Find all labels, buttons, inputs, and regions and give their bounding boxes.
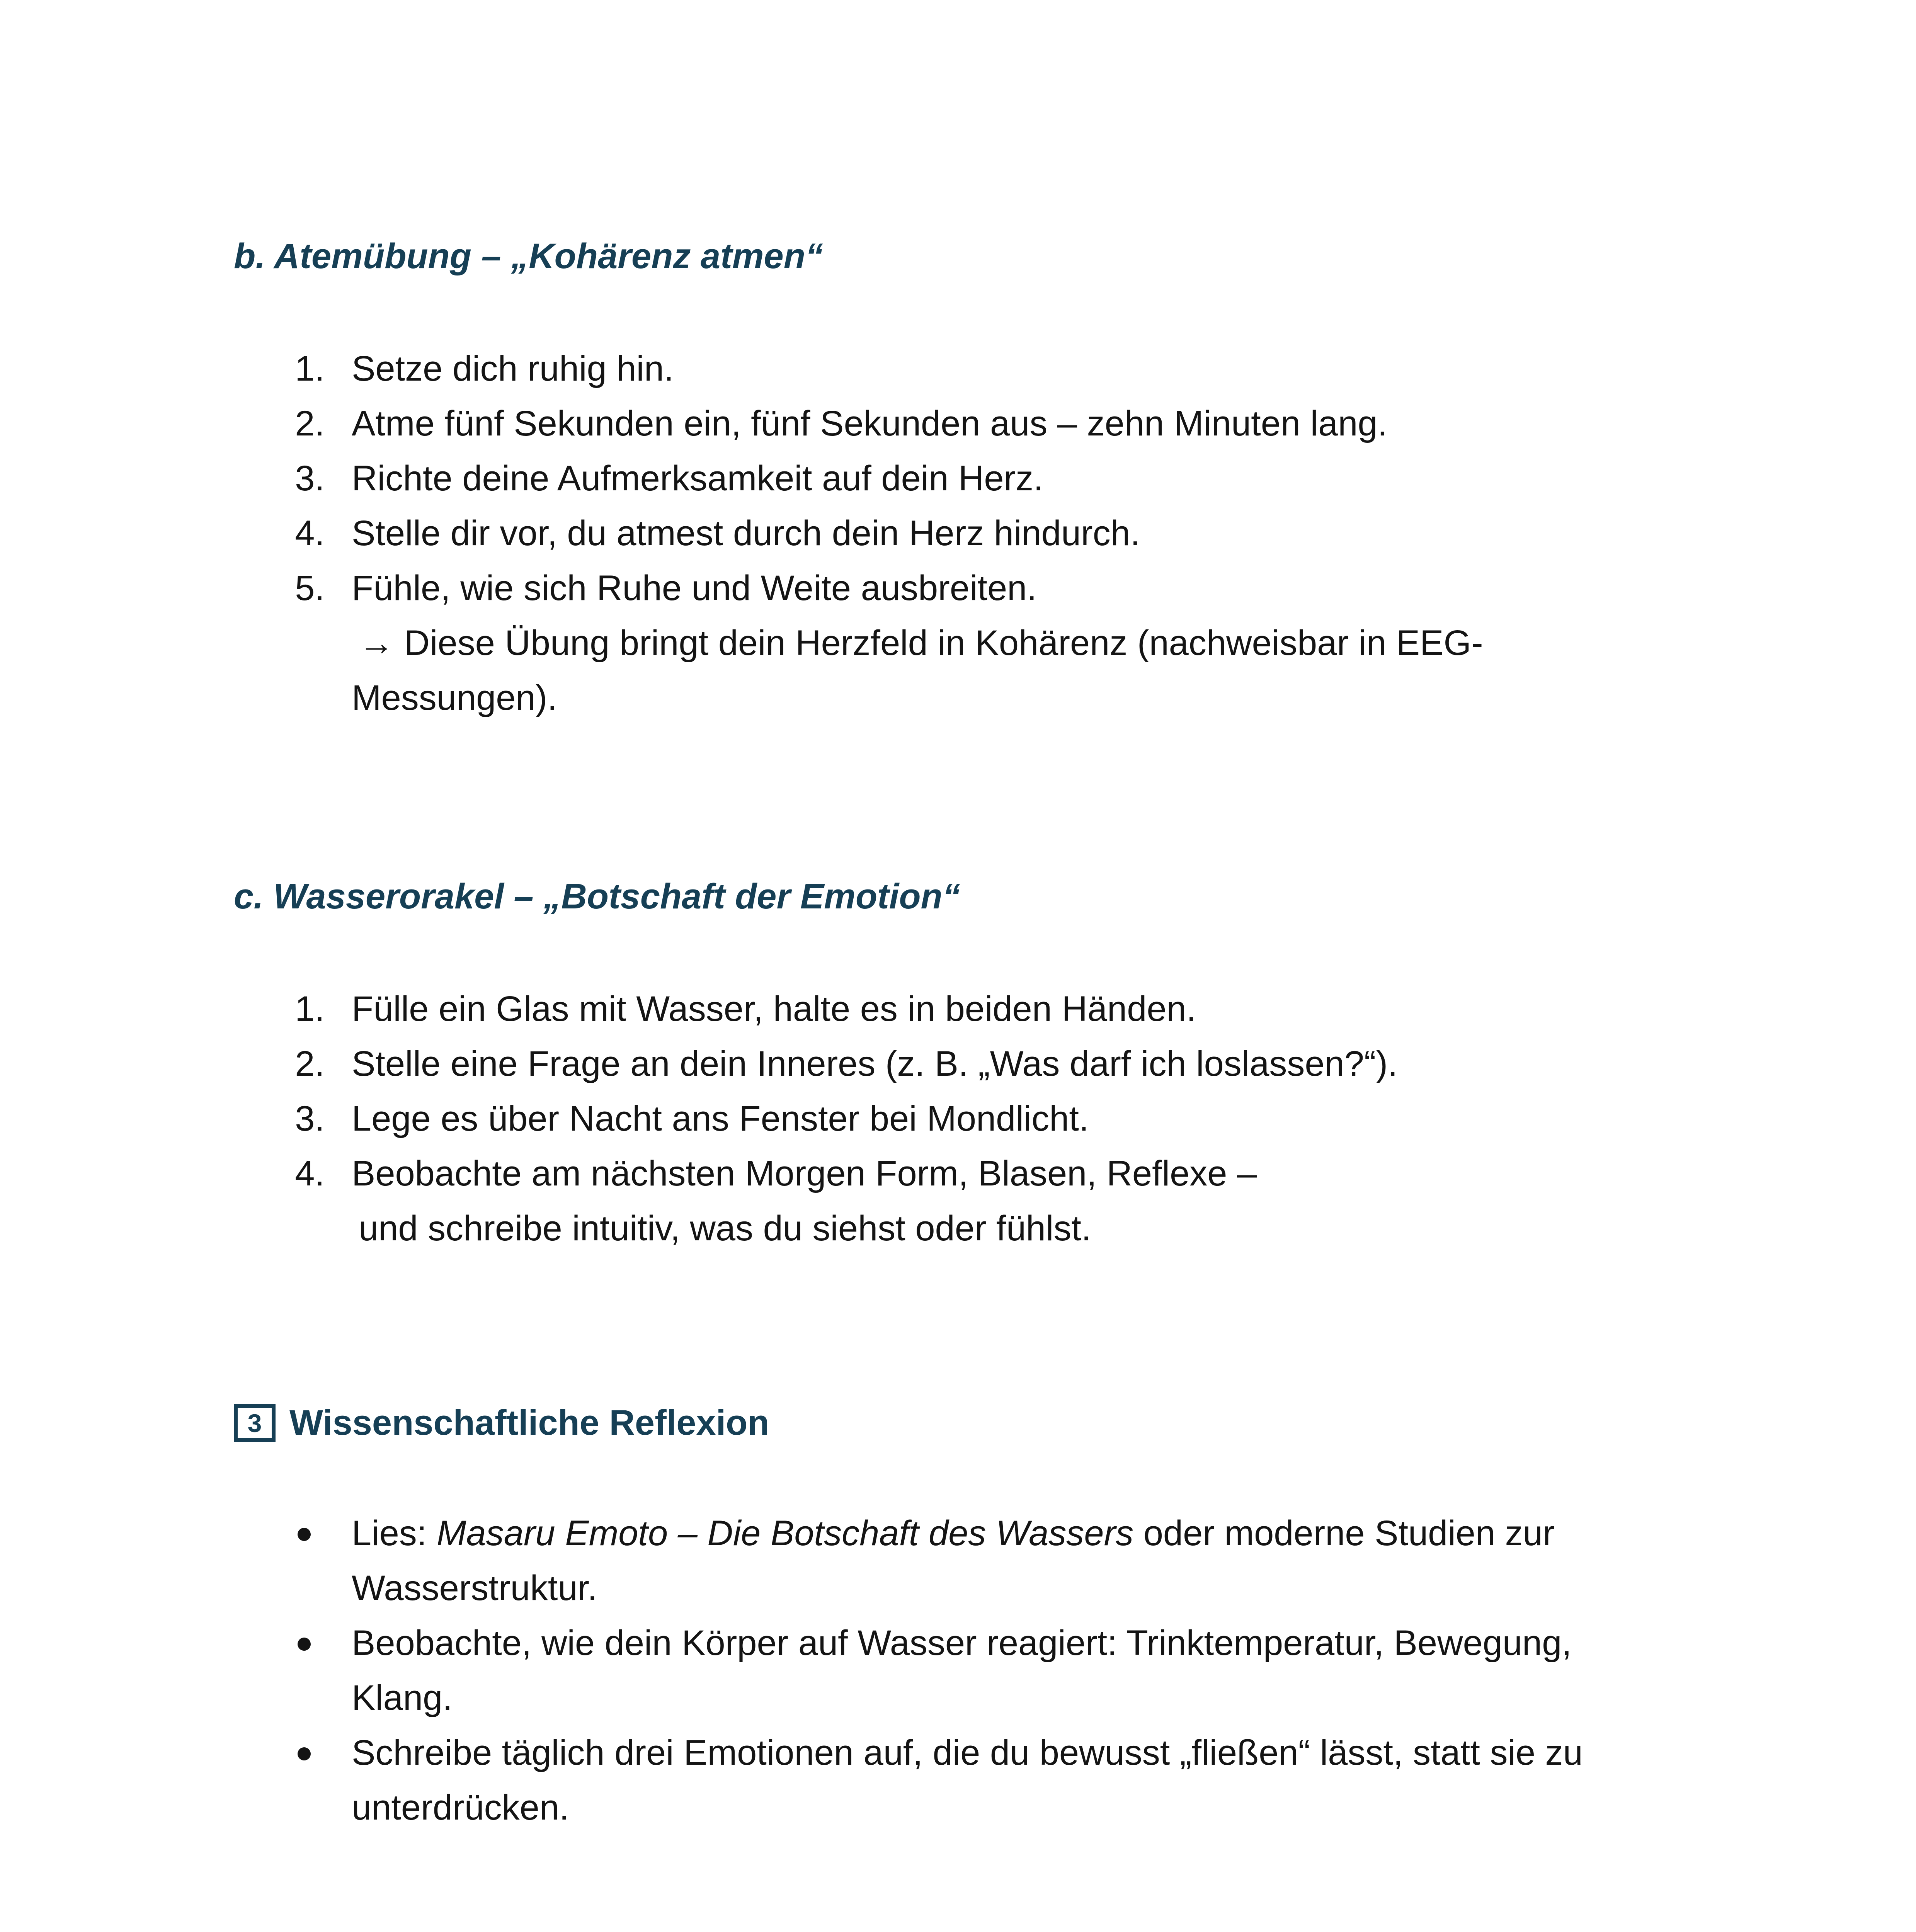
list-number: 3. — [295, 459, 325, 498]
list-item — [282, 1036, 1712, 1091]
section-c-heading: c. Wasserorakel – „Botschaft der Emotion“ — [234, 877, 960, 916]
list-item-text: Fühle, wie sich Ruhe und Weite ausbreiten. — [352, 568, 1037, 608]
list-item — [282, 981, 1712, 1036]
book-title: Masaru Emoto – Die Botschaft des Wassers — [436, 1514, 1134, 1553]
section-number-badge: 3 — [234, 1404, 276, 1442]
bullet-icon — [298, 1616, 313, 1670]
list-item-text: Richte deine Aufmerksamkeit auf dein Herz. — [352, 459, 1043, 498]
list-number: 4. — [295, 1154, 325, 1193]
list-item — [282, 1146, 1712, 1256]
list-number: 2. — [295, 1044, 325, 1083]
section-title: Wissenschaftliche Reflexion — [289, 1403, 769, 1442]
list-item-cont: und schreibe intuitiv, was du siehst oder fühlst. — [359, 1209, 1091, 1248]
list-item-text: Lies: — [352, 1514, 437, 1553]
list-item — [282, 561, 1712, 725]
list-item-text: Stelle eine Frage an dein Inneres (z. B. „Was darf ich loslassen?“). — [352, 1044, 1398, 1083]
list-item — [282, 1091, 1712, 1146]
list-item-text: oder moderne Studien zur — [1133, 1514, 1555, 1553]
section-3-bullets — [282, 1506, 1712, 1835]
list-number: 1. — [295, 989, 325, 1029]
list-item-text: Atme fünf Sekunden ein, fünf Sekunden aus – zehn Minuten lang. — [352, 404, 1388, 443]
section-b-heading: b. Atemübung – „Kohärenz atmen“ — [234, 236, 823, 276]
list-item-text: Schreibe täglich drei Emotionen auf, die du bewusst „fließen“ lässt, statt sie zu — [352, 1733, 1583, 1772]
list-item-cont: unterdrücken. — [352, 1788, 569, 1827]
list-item-text: Beobachte, wie dein Körper auf Wasser reagiert: Trinktemperatur, Bewegung, — [352, 1623, 1572, 1663]
list-item-note: → Diese Übung bringt dein Herzfeld in Kohärenz (nachweisbar in EEG- — [359, 623, 1483, 663]
list-number: 3. — [295, 1099, 325, 1138]
list-number: 4. — [295, 514, 325, 553]
list-item-text: Lege es über Nacht ans Fenster bei Mondlicht. — [352, 1099, 1089, 1138]
list-item — [282, 341, 1712, 396]
bullet-icon — [298, 1725, 313, 1780]
list-item — [282, 1725, 1712, 1835]
bullet-icon — [298, 1506, 313, 1561]
list-item-note-cont: Messungen). — [352, 678, 557, 718]
list-number: 5. — [295, 568, 325, 608]
list-number: 1. — [295, 349, 325, 388]
list-item-cont: Klang. — [352, 1678, 453, 1718]
section-c-steps — [282, 981, 1712, 1256]
list-item-text: Beobachte am nächsten Morgen Form, Blasen, Reflexe – — [352, 1154, 1257, 1193]
list-item — [282, 396, 1712, 451]
list-number: 2. — [295, 404, 325, 443]
list-item — [282, 1506, 1712, 1616]
list-item-text: Stelle dir vor, du atmest durch dein Herz hindurch. — [352, 514, 1140, 553]
list-item — [282, 1616, 1712, 1725]
section-3-heading — [234, 1403, 769, 1443]
list-item-cont: Wasserstruktur. — [352, 1568, 597, 1608]
list-item — [282, 506, 1712, 561]
section-b-steps — [282, 341, 1712, 725]
list-item-text: Setze dich ruhig hin. — [352, 349, 674, 388]
list-item — [282, 451, 1712, 506]
list-item-text: Fülle ein Glas mit Wasser, halte es in beiden Händen. — [352, 989, 1196, 1029]
